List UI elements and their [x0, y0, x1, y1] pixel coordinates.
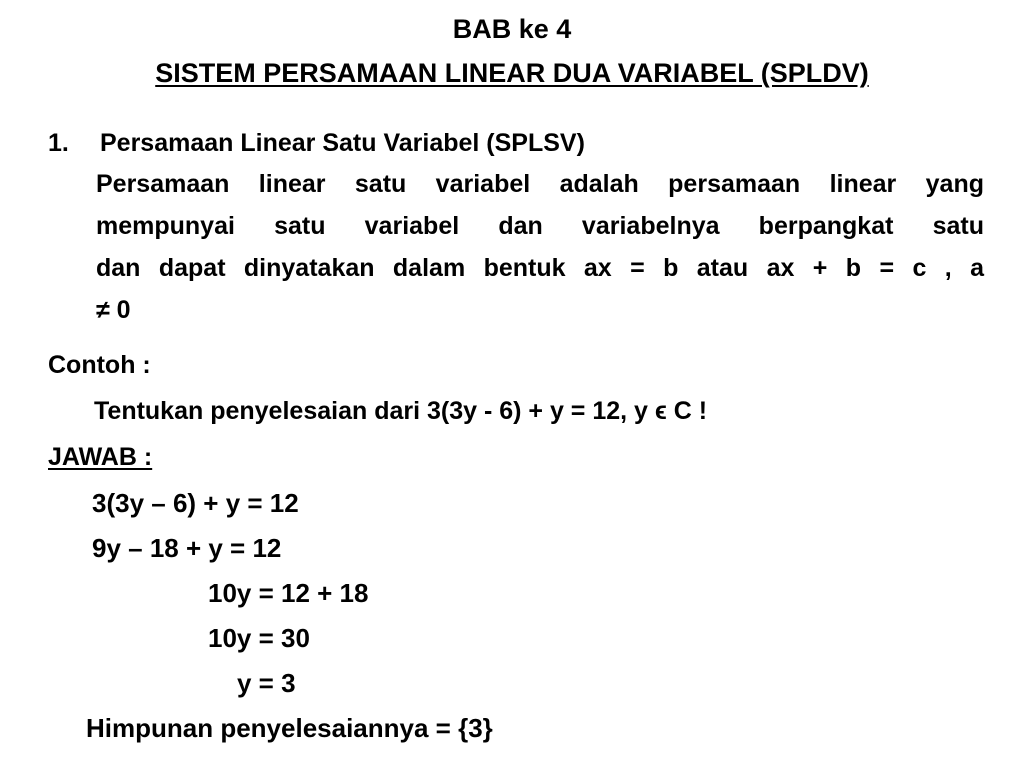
chapter-title: BAB ke 4 — [452, 14, 572, 44]
paragraph-line: dan dapat dinyatakan dalam bentuk ax = b atau ax + b = c , a — [96, 254, 984, 282]
paragraph-line: mempunyai satu variabel dan variabelnya berpangkat satu — [96, 212, 984, 240]
paragraph-line: ≠ 0 — [96, 296, 131, 324]
solution-step: 10y = 12 + 18 — [208, 578, 369, 608]
solution-step: y = 3 — [237, 668, 296, 698]
solution-step: 3(3y – 6) + y = 12 — [92, 488, 299, 518]
example-label: Contoh : — [48, 351, 151, 379]
section-heading: Persamaan Linear Satu Variabel (SPLSV) — [100, 129, 585, 157]
answer-label: JAWAB : — [48, 443, 153, 471]
section-number: 1. — [48, 129, 69, 157]
chapter-subtitle: SISTEM PERSAMAAN LINEAR DUA VARIABEL (SPLDV) — [155, 58, 869, 88]
paragraph-line: Persamaan linear satu variabel adalah persamaan linear yang — [96, 170, 984, 198]
example-task: Tentukan penyelesaian dari 3(3y - 6) + y = 12, y ϵ C ! — [94, 397, 708, 425]
definition-paragraph — [96, 163, 984, 331]
solution-step: 9y – 18 + y = 12 — [92, 533, 282, 563]
solution-set: Himpunan penyelesaiannya = {3} — [86, 713, 493, 743]
solution-step: 10y = 30 — [208, 623, 310, 653]
